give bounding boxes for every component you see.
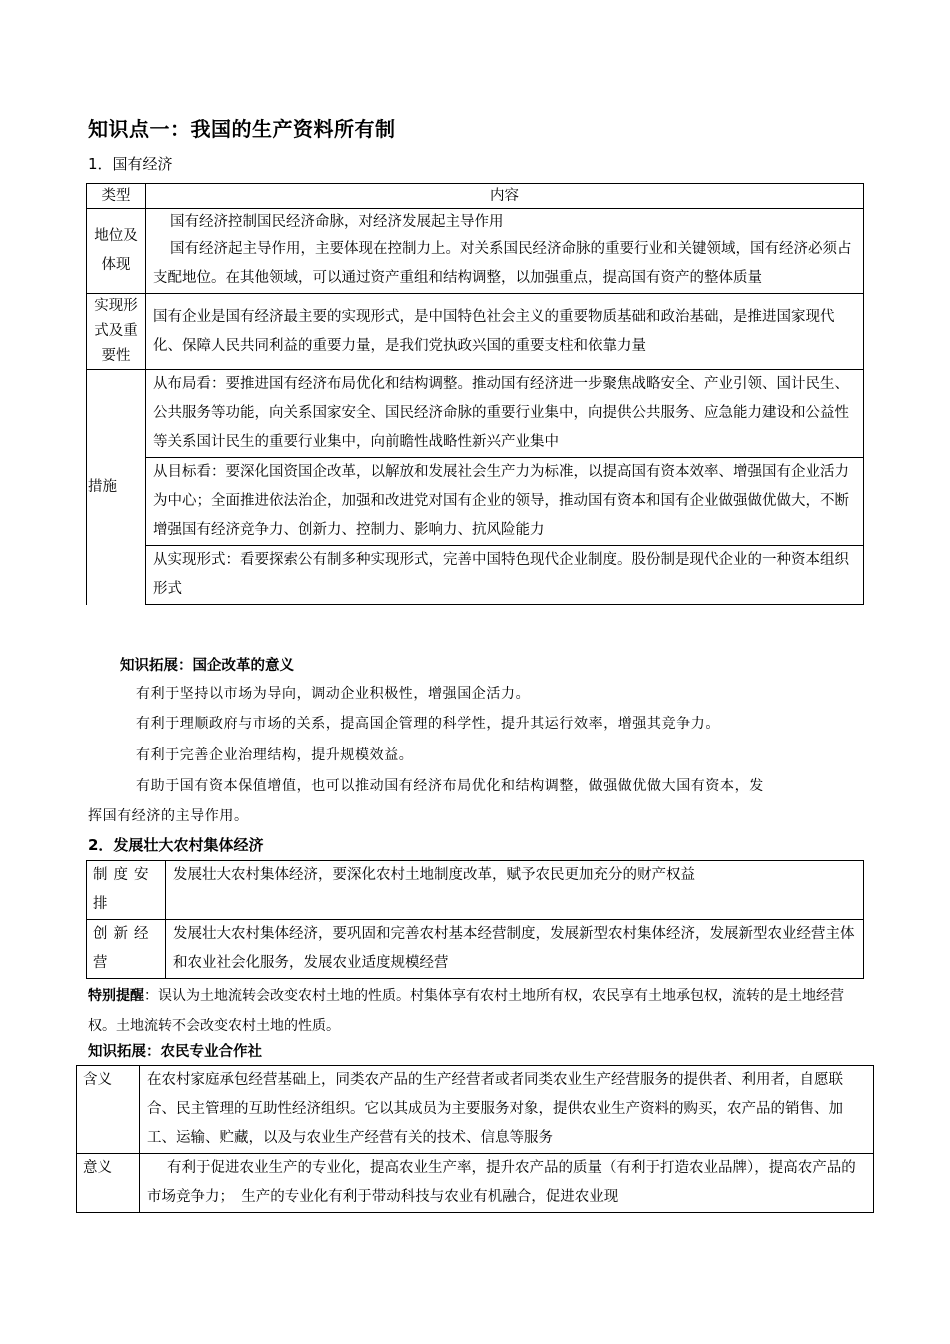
extension-title-cooperative: 知识拓展：农民专业合作社 xyxy=(88,1044,262,1060)
row-content-form: 国有企业是国有经济最主要的实现形式，是中国特色社会主义的重要物质基础和政治基础，是推进国家现代化、保障人民共同利益的重要力量，是我们党执政兴国的重要支柱和依靠力量 xyxy=(146,294,864,370)
row-content-significance: 有利于促进农业生产的专业化，提高农业生产率，提升农产品的质量（有利于打造农业品牌），提高农产品的市场竞争力； 生产的专业化有利于带动科技与农业有机融合，促进农业现 xyxy=(140,1154,874,1213)
extension-title-soe-reform: 知识拓展：国企改革的意义 xyxy=(120,658,294,674)
measure-form: 从实现形式：看要探索公有制多种实现形式，完善中国特色现代企业制度。股份制是现代企业的一种资本组织形式 xyxy=(146,546,864,605)
row-type-innovation: 创新经营 xyxy=(87,920,166,979)
row-content-status xyxy=(146,209,864,294)
status-point-1: 国有经济控制国民经济命脉，对经济发展起主导作用 xyxy=(170,214,504,230)
section-title-state-economy: 1．国有经济 xyxy=(88,155,173,173)
table-row xyxy=(87,294,864,370)
extension-point-4a: 有助于国有资本保值增值，也可以推动国有经济布局优化和结构调整，做强做优做大国有资本，发 xyxy=(136,778,764,794)
table-row xyxy=(77,1154,874,1213)
table-row xyxy=(87,920,864,979)
reminder-text: ：误认为土地流转会改变农村土地的性质。村集体享有农村土地所有权，农民享有土地承包权，流转的是土地经营权。土地流转不会改变农村土地的性质。 xyxy=(88,988,844,1034)
table-row xyxy=(87,209,864,294)
measure-layout: 从布局看：要推进国有经济布局优化和结构调整。推动国有经济进一步聚焦战略安全、产业引领、国计民生、公共服务等功能，向关系国家安全、国民经济命脉的重要行业集中，向提供公共服务、应急能力建设和公益性等关系国计民生的重要行业集中，向前瞻性战略性新兴产业集中 xyxy=(146,370,864,458)
special-reminder xyxy=(88,981,868,1041)
measure-goal: 从目标看：要深化国资国企改革，以解放和发展社会生产力为标准，以提高国有资本效率、增强国有企业活力为中心；全面推进依法治企，加强和改进党对国有企业的领导，推动国有资本和国有企业做强做优做大，不断增强国有经济竞争力、创新力、控制力、影响力、抗风险能力 xyxy=(146,458,864,546)
row-content-innovation: 发展壮大农村集体经济，要巩固和完善农村基本经营制度，发展新型农村集体经济，发展新型农业经营主体和农业社会化服务，发展农业适度规模经营 xyxy=(166,920,864,979)
header-type: 类型 xyxy=(87,184,146,209)
row-content-system: 发展壮大农村集体经济，要深化农村土地制度改革，赋予农民更加充分的财产权益 xyxy=(166,861,864,920)
header-content: 内容 xyxy=(146,184,864,209)
reminder-label: 特别提醒 xyxy=(88,988,144,1004)
table-header-row xyxy=(87,184,864,209)
cooperative-table xyxy=(76,1065,874,1213)
table-row xyxy=(87,861,864,920)
table-row xyxy=(77,1066,874,1154)
row-type-system: 制度安排 xyxy=(87,861,166,920)
section-title-rural-collective: 2．发展壮大农村集体经济 xyxy=(88,836,264,854)
row-type-meaning: 含义 xyxy=(77,1066,140,1154)
table-row xyxy=(87,370,864,458)
row-type-measures: 措施 xyxy=(87,370,146,605)
row-type-form: 实现形式及重要性 xyxy=(87,294,146,370)
table-row xyxy=(87,458,864,546)
table-row xyxy=(87,546,864,605)
extension-point-2: 有利于理顺政府与市场的关系，提高国企管理的科学性，提升其运行效率，增强其竞争力。 xyxy=(136,716,720,732)
row-content-meaning: 在农村家庭承包经营基础上，同类农产品的生产经营者或者同类农业生产经营服务的提供者、利用者，自愿联合、民主管理的互助性经济组织。它以其成员为主要服务对象，提供农业生产资料的购买，农产品的销售、加工、运输、贮藏，以及与农业生产经营有关的技术、信息等服务 xyxy=(140,1066,874,1154)
page-title: 知识点一：我国的生产资料所有制 xyxy=(88,117,396,141)
extension-point-3: 有利于完善企业治理结构，提升规模效益。 xyxy=(136,747,414,763)
rural-collective-table xyxy=(86,860,864,979)
extension-point-1: 有利于坚持以市场为导向，调动企业积极性，增强国企活力。 xyxy=(136,686,531,702)
row-type-status: 地位及体现 xyxy=(87,209,146,294)
state-economy-table xyxy=(86,183,864,605)
status-point-2: 国有经济起主导作用，主要体现在控制力上。对关系国民经济命脉的重要行业和关键领域，国有经济必须占支配地位。在其他领域，可以通过资产重组和结构调整，以加强重点，提高国有资产的整体质量 xyxy=(153,241,852,286)
row-type-significance: 意义 xyxy=(77,1154,140,1213)
extension-point-4b: 挥国有经济的主导作用。 xyxy=(88,808,249,824)
